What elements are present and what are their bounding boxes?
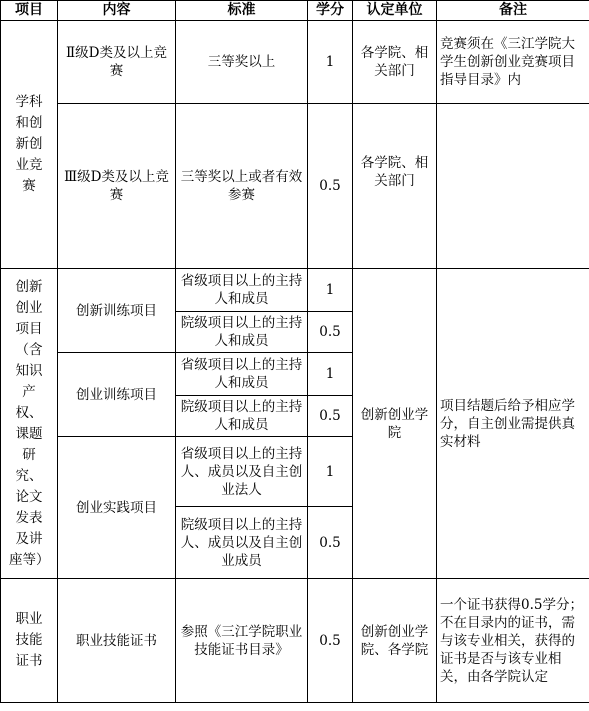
content-cell: 创新训练项目 [58, 269, 176, 353]
unit-cell: 创新创业学院、各学院 [353, 579, 437, 703]
note-cell: 竞赛须在《三江学院大学生创新创业竞赛项目指导目录》内 [437, 21, 589, 104]
standard-cell: 三等奖以上 [176, 21, 308, 104]
standard-cell: 院级项目以上的主持人和成员 [176, 312, 308, 353]
header-row [1, 1, 589, 21]
category-innovation: 创新创业项目（含知识产权、课题研究、论文发表及讲座等） [1, 269, 58, 579]
credit-cell: 1 [308, 437, 353, 507]
standard-cell: 院级项目以上的主持人和成员 [176, 396, 308, 437]
unit-cell: 创新创业学院 [353, 269, 437, 579]
content-cell: 创业实践项目 [58, 437, 176, 579]
note-cell [437, 104, 589, 269]
header-note: 备注 [437, 1, 589, 21]
standard-cell: 参照《三江学院职业技能证书目录》 [176, 579, 308, 703]
header-standard: 标准 [176, 1, 308, 21]
table-row [1, 269, 589, 312]
unit-cell: 各学院、相关部门 [353, 104, 437, 269]
credit-cell: 1 [308, 353, 353, 396]
category-vocational: 职业技能证书 [1, 579, 58, 703]
credit-cell: 0.5 [308, 579, 353, 703]
unit-cell: 各学院、相关部门 [353, 21, 437, 104]
standard-cell: 省级项目以上的主持人和成员 [176, 269, 308, 312]
standard-cell: 三等奖以上或者有效参赛 [176, 104, 308, 269]
standard-cell: 院级项目以上的主持人、成员以及自主创业成员 [176, 507, 308, 579]
credit-cell: 0.5 [308, 507, 353, 579]
content-cell: 职业技能证书 [58, 579, 176, 703]
header-project: 项目 [1, 1, 58, 21]
table-row [1, 104, 589, 269]
credit-cell: 0.5 [308, 396, 353, 437]
header-credit: 学分 [308, 1, 353, 21]
content-cell: 创业训练项目 [58, 353, 176, 437]
credit-cell: 0.5 [308, 104, 353, 269]
note-cell: 一个证书获得0.5学分；不在目录内的证书，需与该专业相关，获得的证书是否与该专业相关，由各学院认定 [437, 579, 589, 703]
credit-cell: 1 [308, 269, 353, 312]
content-cell: Ⅱ级D类及以上竞赛 [58, 21, 176, 104]
content-cell: Ⅲ级D类及以上竞赛 [58, 104, 176, 269]
header-unit: 认定单位 [353, 1, 437, 21]
table-row [1, 21, 589, 104]
credit-cell: 0.5 [308, 312, 353, 353]
standard-cell: 省级项目以上的主持人和成员 [176, 353, 308, 396]
header-content: 内容 [58, 1, 176, 21]
category-competition: 学科和创新创业竞赛 [1, 21, 58, 269]
credit-cell: 1 [308, 21, 353, 104]
standard-cell: 省级项目以上的主持人、成员以及自主创业法人 [176, 437, 308, 507]
note-cell: 项目结题后给予相应学分，自主创业需提供真实材料 [437, 269, 589, 579]
table-row [1, 579, 589, 703]
